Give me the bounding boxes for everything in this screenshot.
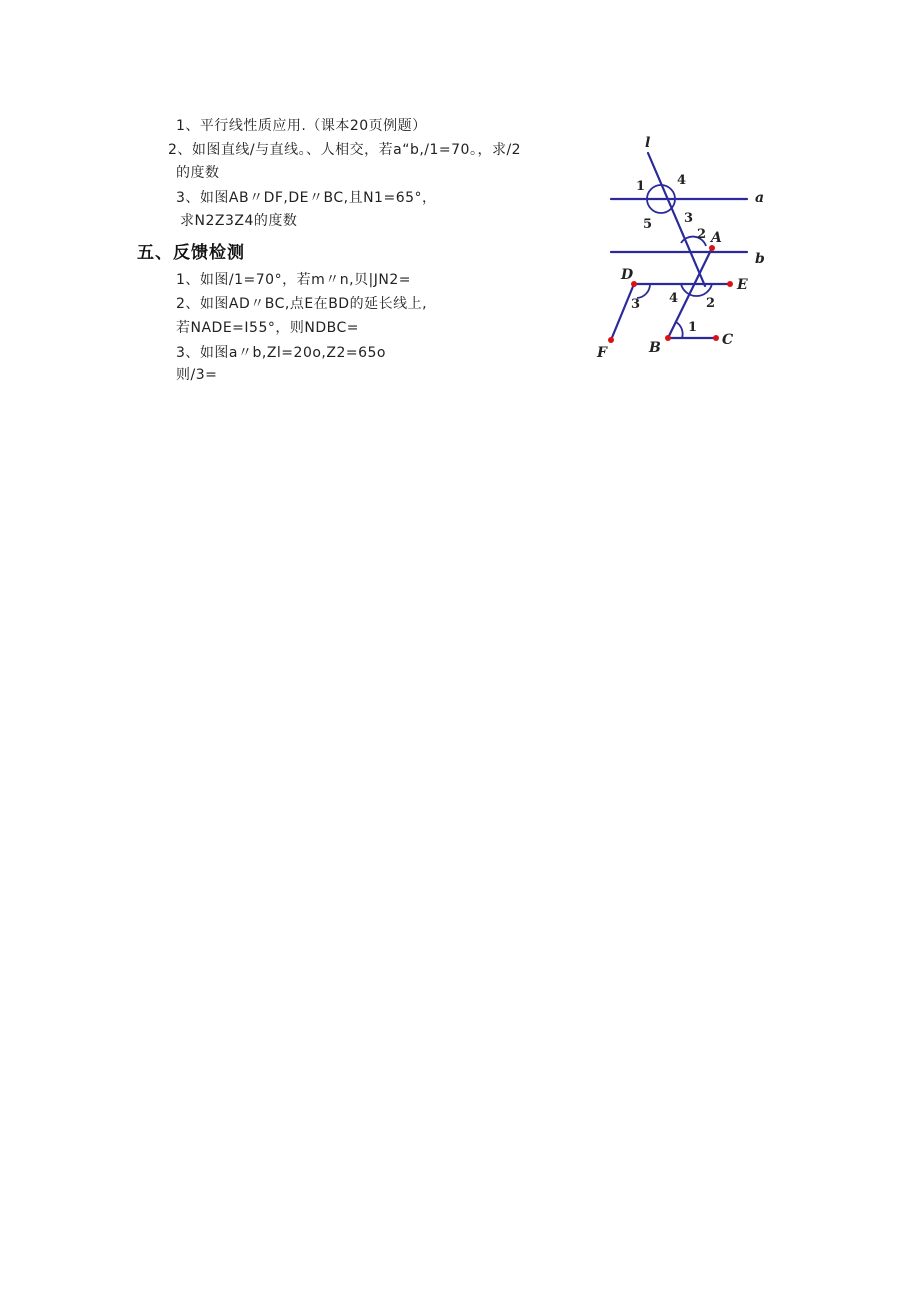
item-3-line-1: 3、如图AB〃DF,DE〃BC,且N1=65°， xyxy=(176,190,437,206)
angle-label-1-lower: 1 xyxy=(688,320,698,335)
angle-label-3-top: 3 xyxy=(684,211,694,226)
feedback-item-2-line-2: 若NADE=I55°，则NDBC= xyxy=(176,320,359,336)
point-e-marker xyxy=(727,281,733,287)
geometry-figure xyxy=(590,120,800,370)
angle-label-3-lower: 3 xyxy=(631,297,641,312)
angle-label-2-lower: 2 xyxy=(706,296,716,311)
section-heading-feedback: 五、反馈检测 xyxy=(137,243,245,263)
angle-arc-3-lower xyxy=(637,284,650,298)
feedback-item-3-line-1: 3、如图a〃b,Zl=20o,Z2=65o xyxy=(176,345,386,361)
feedback-item-1: 1、如图/1=70°，若m〃n,贝|JN2= xyxy=(176,272,411,288)
feedback-item-3-line-2: 则/3= xyxy=(176,367,218,383)
point-f-marker xyxy=(608,337,614,343)
angle-arc-4 xyxy=(681,284,712,296)
item-2-line-2: 的度数 xyxy=(176,165,220,181)
label-a: a xyxy=(755,190,765,206)
figure-arcs xyxy=(637,185,712,338)
label-D: D xyxy=(621,267,634,283)
label-B: B xyxy=(649,340,661,356)
angle-label-2-top: 2 xyxy=(697,227,707,242)
label-b: b xyxy=(755,251,765,267)
point-b-marker xyxy=(665,335,671,341)
label-E: E xyxy=(737,277,748,293)
label-A: A xyxy=(711,230,722,246)
label-F: F xyxy=(597,345,607,361)
label-C: C xyxy=(722,332,734,348)
item-1-parallel-properties: 1、平行线性质应用.（课本20页例题） xyxy=(176,118,427,134)
angle-label-5: 5 xyxy=(643,217,653,232)
label-l: l xyxy=(645,135,651,151)
angle-label-1-top: 1 xyxy=(636,179,646,194)
angle-label-4-lower: 4 xyxy=(669,291,679,306)
angle-label-4-top: 4 xyxy=(677,173,687,188)
item-2-line-1: 2、如图直线/与直线。、人相交，若a“b,/1=70。，求/2 xyxy=(168,142,522,158)
angle-arc-1-lower xyxy=(676,322,683,338)
feedback-item-2-line-1: 2、如图AD〃BC,点E在BD的延长线上, xyxy=(176,296,428,312)
point-c-marker xyxy=(713,335,719,341)
item-3-line-2: 求N2Z3Z4的度数 xyxy=(180,213,298,229)
segment-df xyxy=(611,284,634,340)
